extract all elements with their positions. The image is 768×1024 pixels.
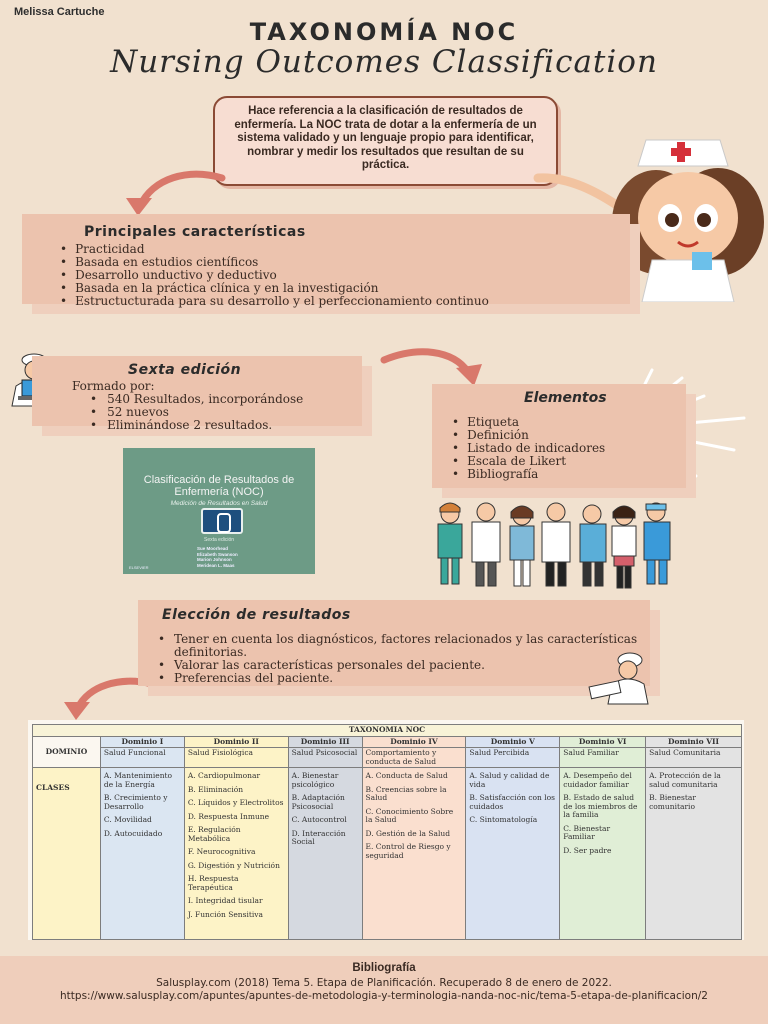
class-item: A. Salud y calidad de vida: [469, 771, 550, 789]
domain-label: Salud Psicosocial: [288, 748, 362, 768]
list-item: • Basada en estudios científicos: [60, 256, 489, 269]
caracteristicas-list: [60, 243, 489, 308]
class-item: D. Respuesta Inmune: [187, 811, 270, 821]
class-item: C. Bienestar Familiar: [563, 823, 611, 841]
classes-cell: [184, 768, 288, 940]
list-item: • 52 nuevos: [90, 406, 303, 419]
list-item: • Valorar las características personales del paciente.: [158, 659, 638, 672]
class-item: A. Mantenimiento de la Energía: [103, 771, 173, 789]
book-edition: Sexta edición: [203, 537, 235, 543]
eleccion-panel: [138, 600, 650, 686]
list-item: • Bibliografía: [452, 468, 605, 481]
intro-box: Hace referencia a la clasificación de resultados de enfermería. La NOC trata de dotar a la enfermería de un sistema validado y un lenguaje propio para identificar, nombrar y medir los resultados que resultan de su práctica.: [213, 96, 558, 186]
class-item: C. Autocontrol: [291, 815, 347, 824]
domain-header: Dominio VI: [560, 736, 646, 748]
domain-label: Salud Comunitaria: [646, 748, 742, 768]
classes-cell: [560, 768, 646, 940]
sexta-formado-label: Formado por:: [72, 379, 155, 393]
classes-cell: [362, 768, 466, 940]
class-item: B. Bienestar comunitario: [649, 793, 696, 811]
class-item: C. Líquidos y Electrolitos: [187, 798, 284, 807]
domain-header: Dominio II: [184, 736, 288, 748]
class-item: B. Adaptación Psicosocial: [291, 793, 345, 811]
domain-header: Dominio V: [466, 736, 560, 748]
book-logo-icon: [201, 508, 243, 534]
book-title: Clasificación de Resultados de Enfermería (NOC): [143, 474, 295, 498]
classes-cell: [646, 768, 742, 940]
book-publisher: ELSEVIER: [129, 565, 149, 570]
eleccion-heading: Elección de resultados: [162, 607, 351, 623]
domain-label: Salud Familiar: [560, 748, 646, 768]
sexta-heading: Sexta edición: [128, 362, 242, 378]
class-item: D. Ser padre: [563, 845, 612, 855]
page-title: TAXONOMÍA NOC: [249, 18, 519, 46]
list-item: • Practicidad: [60, 243, 489, 256]
domain-label: Comportamiento y conducta de Salud: [362, 748, 466, 768]
classes-cell: [100, 768, 184, 940]
list-item: • Definición: [452, 429, 605, 442]
caracteristicas-heading: Principales características: [84, 224, 306, 240]
row-label-dominio: DOMINIO: [33, 736, 101, 768]
sexta-edicion-panel: [32, 356, 362, 432]
class-item: F. Neurocognitiva: [187, 847, 256, 856]
class-item: G. Digestión y Nutrición: [187, 860, 280, 870]
bibliografia-heading: Bibliografía: [352, 962, 416, 974]
list-item: • Estructucturada para su desarrollo y el perfeccionamiento continuo: [60, 295, 489, 308]
bibliografia-footer: [0, 956, 768, 1024]
list-item: • Listado de indicadores: [452, 442, 605, 455]
taxonomy-table: [32, 724, 742, 940]
elementos-list: [452, 416, 605, 481]
class-item: A. Conducta de Salud: [365, 771, 448, 780]
book-cover: [123, 448, 315, 574]
class-item: E. Regulación Metabólica: [187, 825, 241, 843]
domain-header: Dominio IV: [362, 736, 466, 748]
list-item: • Tener en cuenta los diagnósticos, factores relacionados y las características definitorias.: [158, 633, 638, 659]
class-item: H. Respuesta Terapéutica: [187, 874, 239, 892]
class-item: B. Crecimiento y Desarrollo: [103, 793, 168, 811]
bibliografia-line1: Salusplay.com (2018) Tema 5. Etapa de Planificación. Recuperado 8 de enero de 2022.: [156, 977, 612, 989]
bibliografia-link[interactable]: https://www.salusplay.com/apuntes/apuntes-de-metodologia-y-terminologia-nanda-noc-nic/tema-5-etapa-de-planificacion/2: [60, 989, 708, 1002]
sexta-list: [90, 393, 303, 432]
author-name: Melissa Cartuche: [14, 6, 105, 18]
curved-arrow-icon: [118, 168, 228, 218]
class-item: B. Estado de salud de los miembros de la familia: [563, 793, 638, 819]
list-item: • Eliminándose 2 resultados.: [90, 419, 303, 432]
class-item: J. Función Sensitiva: [187, 909, 263, 919]
book-subtitle: Medición de Resultados en Salud: [170, 500, 268, 507]
class-item: E. Control de Riesgo y seguridad: [365, 842, 451, 860]
taxonomy-table-container: [28, 720, 744, 940]
bibliografia-text: [0, 977, 768, 1002]
class-item: D. Gestión de la Salud: [365, 828, 450, 838]
class-item: A. Desempeño del cuidador familiar: [563, 771, 632, 789]
class-item: C. Sintomatología: [469, 815, 538, 824]
class-item: D. Autocuidado: [103, 828, 163, 838]
book-authors: Sue Moorhead Elizabeth Swanson Marion Johnson Meridean L. Maas: [197, 546, 238, 568]
classes-cell: [466, 768, 560, 940]
health-team-icon: [428, 500, 690, 592]
class-item: B. Creencias sobre la Salud: [365, 784, 447, 802]
class-item: B. Satisfacción con los cuidados: [469, 793, 556, 811]
table-caption: TAXONOMIA NOC: [33, 725, 742, 737]
list-item: • Etiqueta: [452, 416, 605, 429]
domain-label: Salud Fisiológica: [184, 748, 288, 768]
classes-cell: [288, 768, 362, 940]
curved-arrow-icon: [378, 346, 488, 388]
class-item: I. Integridad tisular: [187, 896, 263, 905]
list-item: • Escala de Likert: [452, 455, 605, 468]
caracteristicas-panel: [22, 214, 630, 308]
class-item: A. Cardiopulmonar: [187, 771, 261, 780]
class-item: A. Protección de la salud comunitaria: [649, 771, 721, 789]
domain-header: Dominio III: [288, 736, 362, 748]
list-item: • 540 Resultados, incorporándose: [90, 393, 303, 406]
list-item: • Basada en la práctica clínica y en la investigación: [60, 282, 489, 295]
page-subtitle: Nursing Outcomes Classification: [110, 44, 658, 80]
class-item: C. Conocimiento Sobre la Salud: [365, 806, 454, 824]
list-item: • Desarrollo unductivo y deductivo: [60, 269, 489, 282]
elementos-panel: [432, 384, 686, 488]
class-item: C. Movilidad: [103, 815, 152, 824]
domain-label: Salud Percibida: [466, 748, 560, 768]
eleccion-list: [158, 633, 638, 685]
class-item: A. Bienestar psicológico: [291, 771, 339, 789]
class-item: D. Interacción Social: [291, 828, 346, 846]
list-item: • Preferencias del paciente.: [158, 672, 638, 685]
domain-label: Salud Funcional: [100, 748, 184, 768]
domain-header: Dominio I: [100, 736, 184, 748]
elementos-heading: Elementos: [524, 390, 607, 406]
class-item: B. Eliminación: [187, 784, 244, 794]
row-label-clases: CLASES: [33, 768, 101, 940]
domain-header: Dominio VII: [646, 736, 742, 748]
